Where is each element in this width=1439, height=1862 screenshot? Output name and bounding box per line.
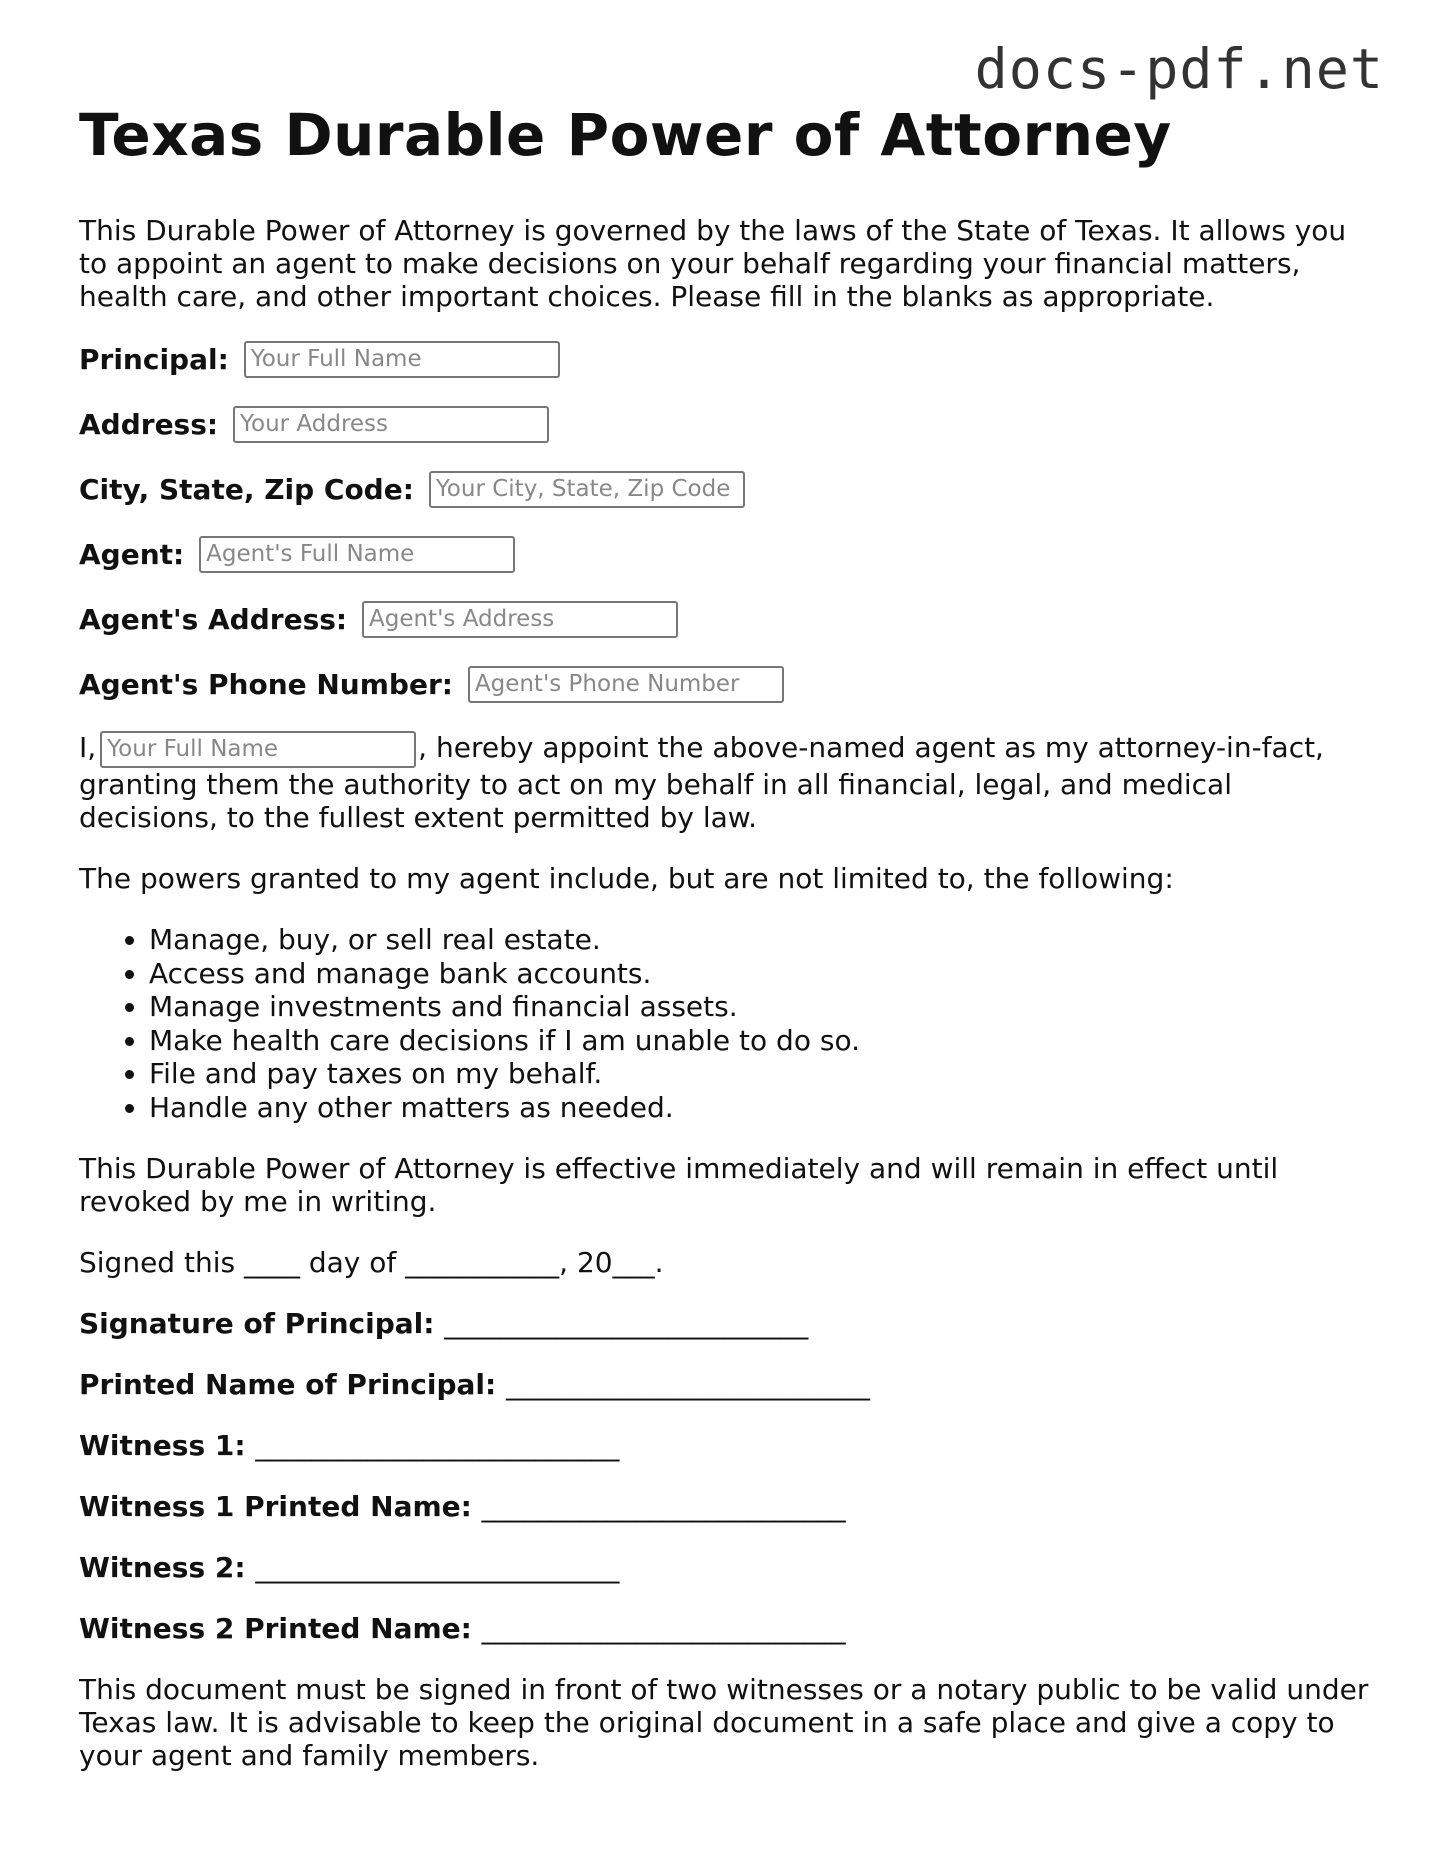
- appointment-paragraph: [79, 731, 1379, 834]
- watermark: docs-pdf.net: [974, 37, 1384, 101]
- witness2-printed-label: Witness 2 Printed Name:: [79, 1612, 472, 1645]
- appointment-text: , hereby appoint the above-named agent as my attorney-in-fact, granting them the authority to act on my behalf in all financial, legal, and medical decisions, to the fullest extent permitted by law.: [79, 731, 1324, 834]
- principal-label: Principal:: [79, 343, 229, 376]
- witness1-printed-line[interactable]: __________________________: [481, 1490, 846, 1523]
- witness2-printed-line[interactable]: __________________________: [481, 1612, 846, 1645]
- witness1-printed-label: Witness 1 Printed Name:: [79, 1490, 472, 1523]
- witness2-line[interactable]: __________________________: [255, 1551, 620, 1584]
- list-item: • File and pay taxes on my behalf.: [149, 1057, 1379, 1091]
- address-input[interactable]: Your Address: [233, 406, 549, 443]
- signature-principal-label: Signature of Principal:: [79, 1307, 435, 1340]
- signature-principal-line[interactable]: __________________________: [444, 1307, 809, 1340]
- appointment-prefix: I,: [79, 731, 97, 764]
- signed-this-line: Signed this ____ day of ___________, 20___.: [79, 1246, 664, 1279]
- list-item: • Access and manage bank accounts.: [149, 957, 1379, 991]
- witness1-label: Witness 1:: [79, 1429, 246, 1462]
- city-input[interactable]: Your City, State, Zip Code: [429, 471, 745, 508]
- principal-input[interactable]: Your Full Name: [244, 341, 560, 378]
- appointment-name-input[interactable]: Your Full Name: [100, 731, 416, 768]
- signature-principal-row: [79, 1307, 1379, 1340]
- agent-label: Agent:: [79, 538, 185, 571]
- page-title: Texas Durable Power of Attorney: [79, 101, 1172, 169]
- list-item: • Handle any other matters as needed.: [149, 1091, 1379, 1125]
- powers-list: [79, 923, 1379, 1124]
- printed-principal-label: Printed Name of Principal:: [79, 1368, 497, 1401]
- witness1-printed-row: [79, 1490, 1379, 1523]
- printed-principal-row: [79, 1368, 1379, 1401]
- printed-principal-line[interactable]: __________________________: [505, 1368, 870, 1401]
- list-item: • Make health care decisions if I am unable to do so.: [149, 1024, 1379, 1058]
- witness1-row: [79, 1429, 1379, 1462]
- witness2-label: Witness 2:: [79, 1551, 246, 1584]
- address-row: [79, 406, 1379, 443]
- agent-phone-input[interactable]: Agent's Phone Number: [468, 666, 784, 703]
- agent-input[interactable]: Agent's Full Name: [199, 536, 515, 573]
- agent-phone-label: Agent's Phone Number:: [79, 668, 453, 701]
- agent-phone-row: [79, 666, 1379, 703]
- agent-address-input[interactable]: Agent's Address: [362, 601, 678, 638]
- list-item: • Manage, buy, or sell real estate.: [149, 923, 1379, 957]
- principal-row: [79, 341, 1379, 378]
- agent-address-row: [79, 601, 1379, 638]
- city-row: [79, 471, 1379, 508]
- address-label: Address:: [79, 408, 219, 441]
- closing-paragraph: This document must be signed in front of two witnesses or a notary public to be valid under Texas law. It is advisable to keep the original document in a safe place and give a copy to your agent and family members.: [79, 1673, 1369, 1772]
- intro-paragraph: This Durable Power of Attorney is governed by the laws of the State of Texas. It allows you to appoint an agent to make decisions on your behalf regarding your financial matters, health care, and other important choices. Please fill in the blanks as appropriate.: [79, 214, 1347, 313]
- list-item: • Manage investments and financial assets.: [149, 990, 1379, 1024]
- effective-paragraph: This Durable Power of Attorney is effective immediately and will remain in effect until revoked by me in writing.: [79, 1152, 1279, 1218]
- document-page: [79, 100, 1379, 1800]
- witness2-row: [79, 1551, 1379, 1584]
- city-label: City, State, Zip Code:: [79, 473, 414, 506]
- agent-address-label: Agent's Address:: [79, 603, 348, 636]
- agent-row: [79, 536, 1379, 573]
- witness1-line[interactable]: __________________________: [255, 1429, 620, 1462]
- powers-intro: The powers granted to my agent include, but are not limited to, the following:: [79, 862, 1174, 895]
- witness2-printed-row: [79, 1612, 1379, 1645]
